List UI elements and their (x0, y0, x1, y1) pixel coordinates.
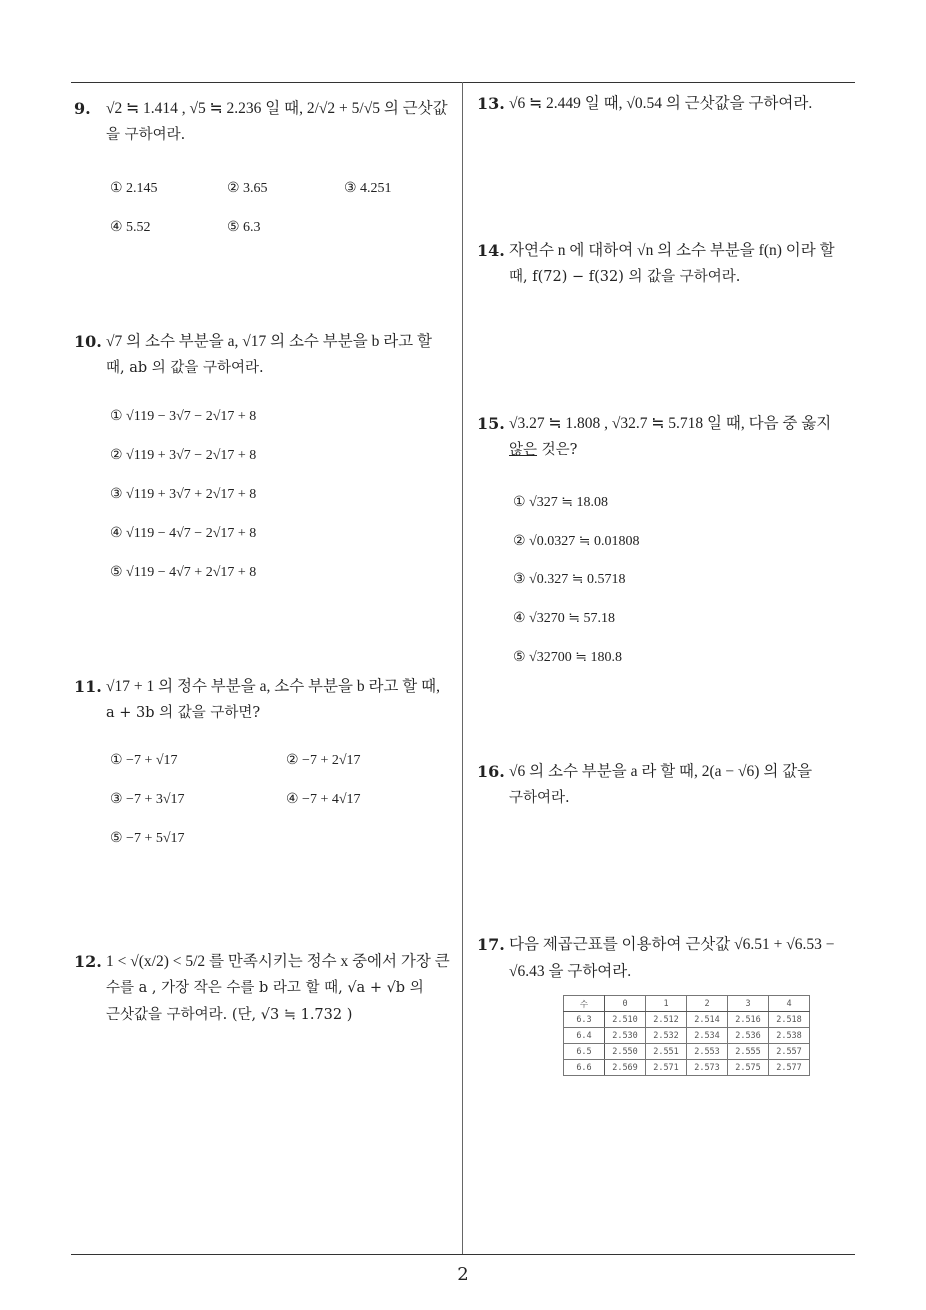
choice-3: ③ √0.327 ≒ 0.5718 (513, 572, 626, 587)
table-cell: 2.534 (687, 1028, 728, 1044)
table-cell: 2.532 (646, 1028, 687, 1044)
table-cell: 2.514 (687, 1012, 728, 1028)
table-row (564, 1060, 810, 1076)
stem-line: √7 의 소수 부분을 a, √17 의 소수 부분을 b 라고 할 (106, 333, 432, 350)
choice-1: ① 2.145 (110, 181, 158, 196)
stem-line: 때, f(72) − f(32) 의 값을 구하여라. (509, 269, 741, 285)
problem-number: 15. (477, 414, 505, 433)
stem-line: √17 + 1 의 정수 부분을 a, 소수 부분을 b 라고 할 때, (106, 678, 440, 695)
problem-stem (509, 90, 812, 117)
choice-1: ① √327 ≒ 18.08 (513, 495, 608, 510)
choice-1: ① −7 + √17 (110, 753, 178, 768)
choice-1: ① √119 − 3√7 − 2√17 + 8 (110, 409, 257, 424)
problem-number: 16. (477, 762, 505, 781)
stem-line: √6 ≒ 2.449 일 때, √0.54 의 근삿값을 구하여라. (509, 95, 813, 112)
choice-5: ⑤ √119 − 4√7 + 2√17 + 8 (110, 565, 257, 580)
column-divider (462, 82, 463, 1254)
choice-3: ③ −7 + 3√17 (110, 792, 185, 807)
stem-line: √6.43 을 구하여라. (509, 963, 632, 980)
stem-text: 것은? (537, 442, 578, 458)
table-cell: 2.553 (687, 1044, 728, 1060)
table-cell: 6.4 (564, 1028, 605, 1044)
underlined-word: 않은 (509, 442, 538, 458)
choice-5: ⑤ 6.3 (227, 220, 261, 235)
table-cell: 2.510 (605, 1012, 646, 1028)
problem-stem (106, 948, 450, 1029)
problem-stem (509, 758, 812, 812)
choice-4: ④ √119 − 4√7 − 2√17 + 8 (110, 526, 257, 541)
table-cell: 2.551 (646, 1044, 687, 1060)
stem-line: √2 ≒ 1.414 , √5 ≒ 2.236 일 때, 2/√2 + 5/√5 의 근삿값 (106, 100, 448, 117)
table-cell: 2.512 (646, 1012, 687, 1028)
stem-line: √3.27 ≒ 1.808 , √32.7 ≒ 5.718 일 때, 다음 중 옳지 (509, 415, 832, 432)
problem-stem (106, 95, 448, 149)
square-root-table (563, 995, 810, 1076)
page-number: 2 (457, 1264, 469, 1285)
stem-line: 1 < √(x/2) < 5/2 를 만족시키는 정수 x 중에서 가장 큰 (106, 953, 450, 970)
table-cell: 2.530 (605, 1028, 646, 1044)
table-header-row (564, 996, 810, 1012)
problem-number: 14. (477, 241, 505, 260)
stem-line: √6 의 소수 부분을 a 라 할 때, 2(a − √6) 의 값을 (509, 763, 813, 780)
table-cell: 2.575 (728, 1060, 769, 1076)
table-row (564, 1044, 810, 1060)
problem-stem (509, 410, 831, 464)
stem-line: 근삿값을 구하여라. (단, √3 ≒ 1.732 ) (106, 1007, 353, 1023)
problem-number: 11. (74, 677, 102, 696)
problem-number: 9. (74, 99, 91, 118)
choice-5: ⑤ −7 + 5√17 (110, 831, 185, 846)
top-rule (71, 82, 855, 83)
table-header-cell: 0 (605, 996, 646, 1012)
choice-2: ② 3.65 (227, 181, 268, 196)
table-header-cell: 2 (687, 996, 728, 1012)
table-header-cell: 1 (646, 996, 687, 1012)
choice-3: ③ √119 + 3√7 + 2√17 + 8 (110, 487, 257, 502)
problem-stem (509, 931, 835, 985)
table-cell: 2.573 (687, 1060, 728, 1076)
problem-number: 13. (477, 94, 505, 113)
stem-line: 자연수 n 에 대하여 √n 의 소수 부분을 f(n) 이라 할 (509, 242, 835, 259)
choice-2: ② −7 + 2√17 (286, 753, 361, 768)
choice-5: ⑤ √32700 ≒ 180.8 (513, 650, 622, 665)
table-header-cell: 3 (728, 996, 769, 1012)
stem-line: a + 3b 의 값을 구하면? (106, 705, 261, 721)
table-cell: 2.550 (605, 1044, 646, 1060)
table-cell: 2.571 (646, 1060, 687, 1076)
choice-3: ③ 4.251 (344, 181, 392, 196)
stem-line: 때, ab 의 값을 구하여라. (106, 360, 264, 376)
table-cell: 6.5 (564, 1044, 605, 1060)
problem-number: 10. (74, 332, 102, 351)
table-row (564, 1028, 810, 1044)
stem-line: 다음 제곱근표를 이용하여 근삿값 √6.51 + √6.53 − (509, 936, 835, 953)
stem-line (509, 437, 831, 464)
choice-2: ② √0.0327 ≒ 0.01808 (513, 534, 640, 549)
choice-4: ④ −7 + 4√17 (286, 792, 361, 807)
stem-line: 구하여라. (509, 790, 570, 806)
table-header-cell: 4 (769, 996, 810, 1012)
sqrt-table (563, 995, 810, 1076)
table-cell: 6.6 (564, 1060, 605, 1076)
table-cell: 2.518 (769, 1012, 810, 1028)
table-cell: 2.577 (769, 1060, 810, 1076)
table-cell: 6.3 (564, 1012, 605, 1028)
table-header-cell: 수 (564, 996, 605, 1012)
bottom-rule (71, 1254, 855, 1255)
table-cell: 2.555 (728, 1044, 769, 1060)
problem-stem (106, 328, 432, 382)
choice-4: ④ √3270 ≒ 57.18 (513, 611, 615, 626)
table-cell: 2.569 (605, 1060, 646, 1076)
choice-2: ② √119 + 3√7 − 2√17 + 8 (110, 448, 257, 463)
choice-4: ④ 5.52 (110, 220, 151, 235)
problem-number: 17. (477, 935, 505, 954)
problem-stem (106, 673, 440, 727)
problem-number: 12. (74, 952, 102, 971)
table-cell: 2.536 (728, 1028, 769, 1044)
table-cell: 2.516 (728, 1012, 769, 1028)
table-row (564, 1012, 810, 1028)
problem-stem (509, 237, 835, 291)
stem-line: 을 구하여라. (106, 127, 186, 143)
stem-line: 수를 a , 가장 작은 수를 b 라고 할 때, √a + √b 의 (106, 980, 424, 996)
table-cell: 2.557 (769, 1044, 810, 1060)
table-cell: 2.538 (769, 1028, 810, 1044)
